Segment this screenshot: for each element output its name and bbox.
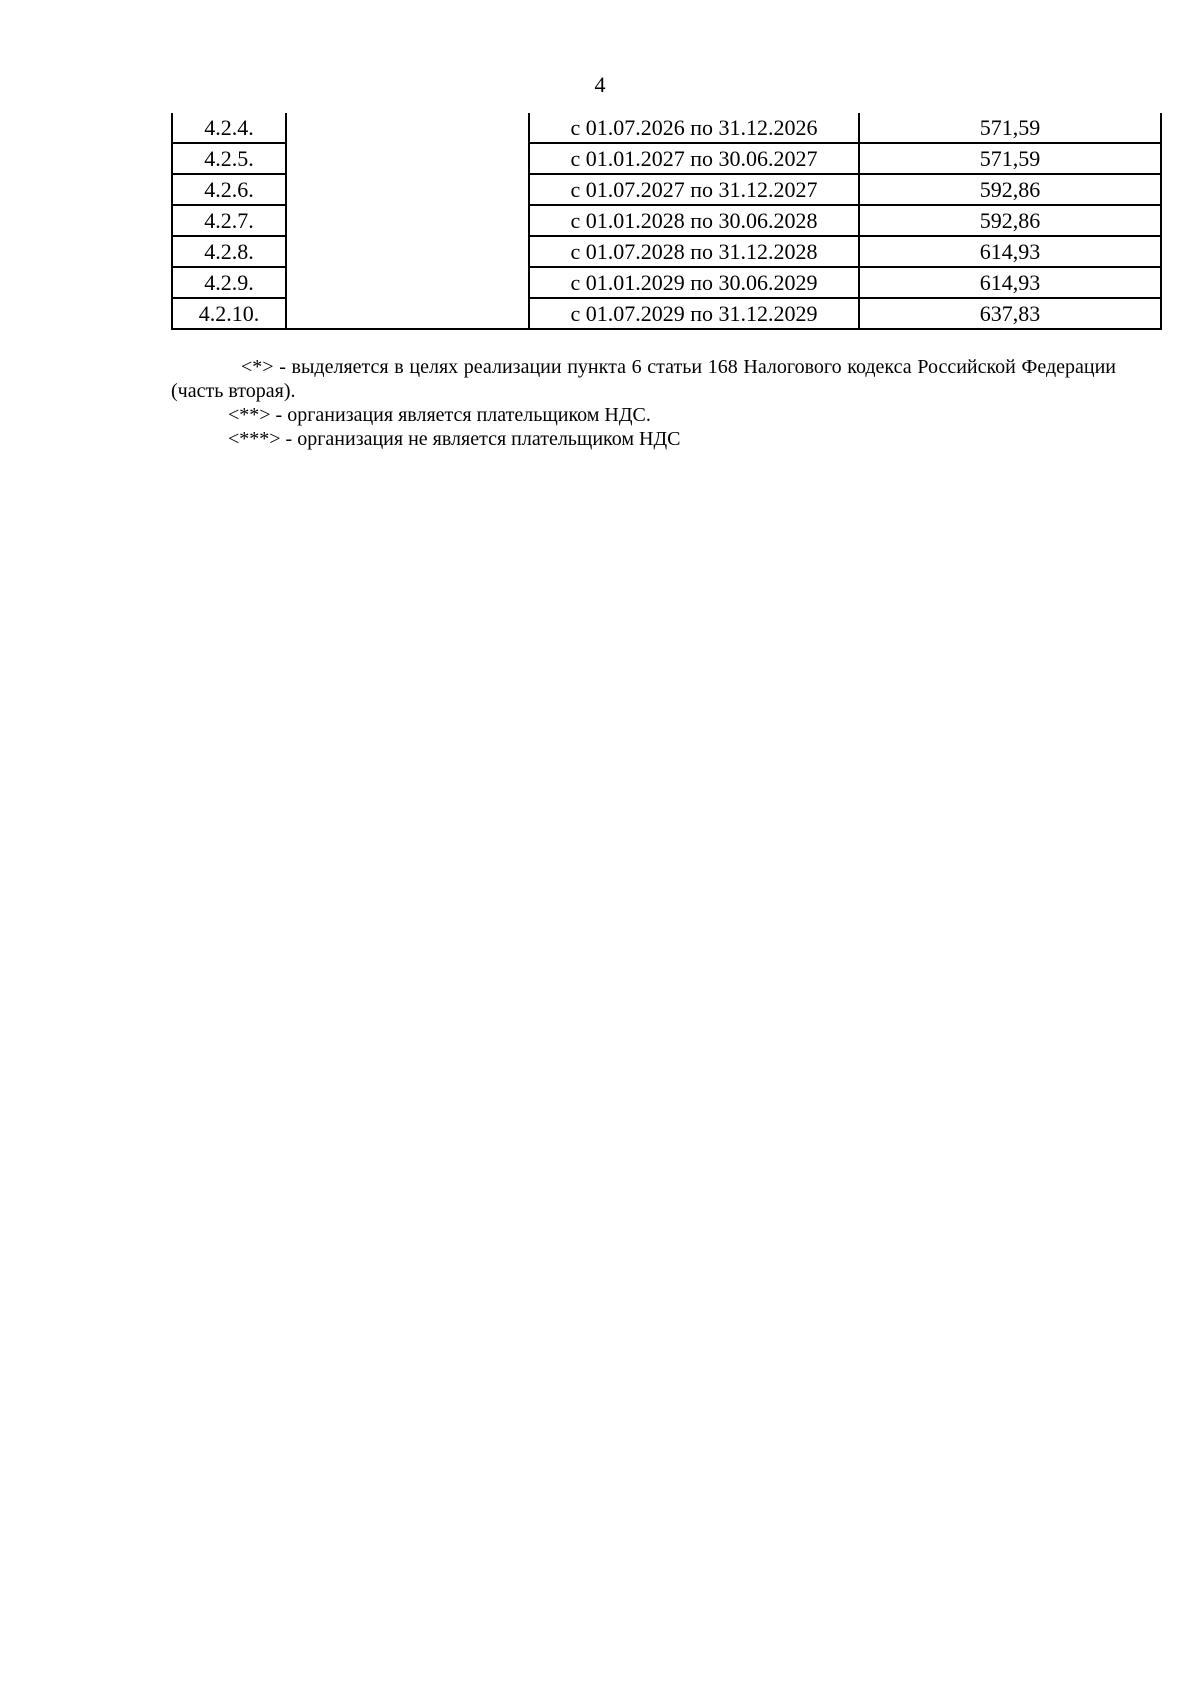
- table-row: [172, 174, 1161, 205]
- table-row: [172, 113, 1161, 143]
- row-number: 4.2.6.: [172, 174, 286, 205]
- row-value: 614,93: [859, 267, 1161, 298]
- row-period: с 01.01.2029 по 30.06.2029: [529, 267, 859, 298]
- page-number: 4: [594, 72, 606, 97]
- table-row: [172, 205, 1161, 236]
- row-value: 592,86: [859, 174, 1161, 205]
- row-number: 4.2.8.: [172, 236, 286, 267]
- row-name: [286, 267, 529, 298]
- footnote-vat-payer: <**> - организация является плательщиком НДС.: [228, 404, 651, 426]
- row-name: [286, 143, 529, 174]
- footnotes: [171, 355, 1116, 451]
- row-number: 4.2.10.: [172, 298, 286, 329]
- row-name: [286, 298, 529, 329]
- row-value: 571,59: [859, 113, 1161, 143]
- table-row: [172, 267, 1161, 298]
- row-value: 614,93: [859, 236, 1161, 267]
- row-period: с 01.07.2029 по 31.12.2029: [529, 298, 859, 329]
- row-period: с 01.07.2028 по 31.12.2028: [529, 236, 859, 267]
- footnote-non-vat-payer: <***> - организация не является плательщиком НДС: [228, 428, 681, 450]
- row-period: с 01.01.2028 по 30.06.2028: [529, 205, 859, 236]
- row-name: [286, 236, 529, 267]
- row-value: 637,83: [859, 298, 1161, 329]
- footnote-vat-allocated: <*> - выделяется в целях реализации пункта 6 статьи 168 Налогового кодекса Российской Федерации (часть вторая).: [171, 356, 1116, 402]
- row-name: [286, 205, 529, 236]
- row-number: 4.2.7.: [172, 205, 286, 236]
- table-row: [172, 298, 1161, 329]
- row-value: 571,59: [859, 143, 1161, 174]
- row-name: [286, 113, 529, 143]
- row-number: 4.2.9.: [172, 267, 286, 298]
- row-period: с 01.07.2027 по 31.12.2027: [529, 174, 859, 205]
- table-row: [172, 143, 1161, 174]
- row-number: 4.2.4.: [172, 113, 286, 143]
- row-period: с 01.01.2027 по 30.06.2027: [529, 143, 859, 174]
- row-period: с 01.07.2026 по 31.12.2026: [529, 113, 859, 143]
- row-number: 4.2.5.: [172, 143, 286, 174]
- tariff-table: [171, 113, 1162, 330]
- table-row: [172, 236, 1161, 267]
- row-name: [286, 174, 529, 205]
- row-value: 592,86: [859, 205, 1161, 236]
